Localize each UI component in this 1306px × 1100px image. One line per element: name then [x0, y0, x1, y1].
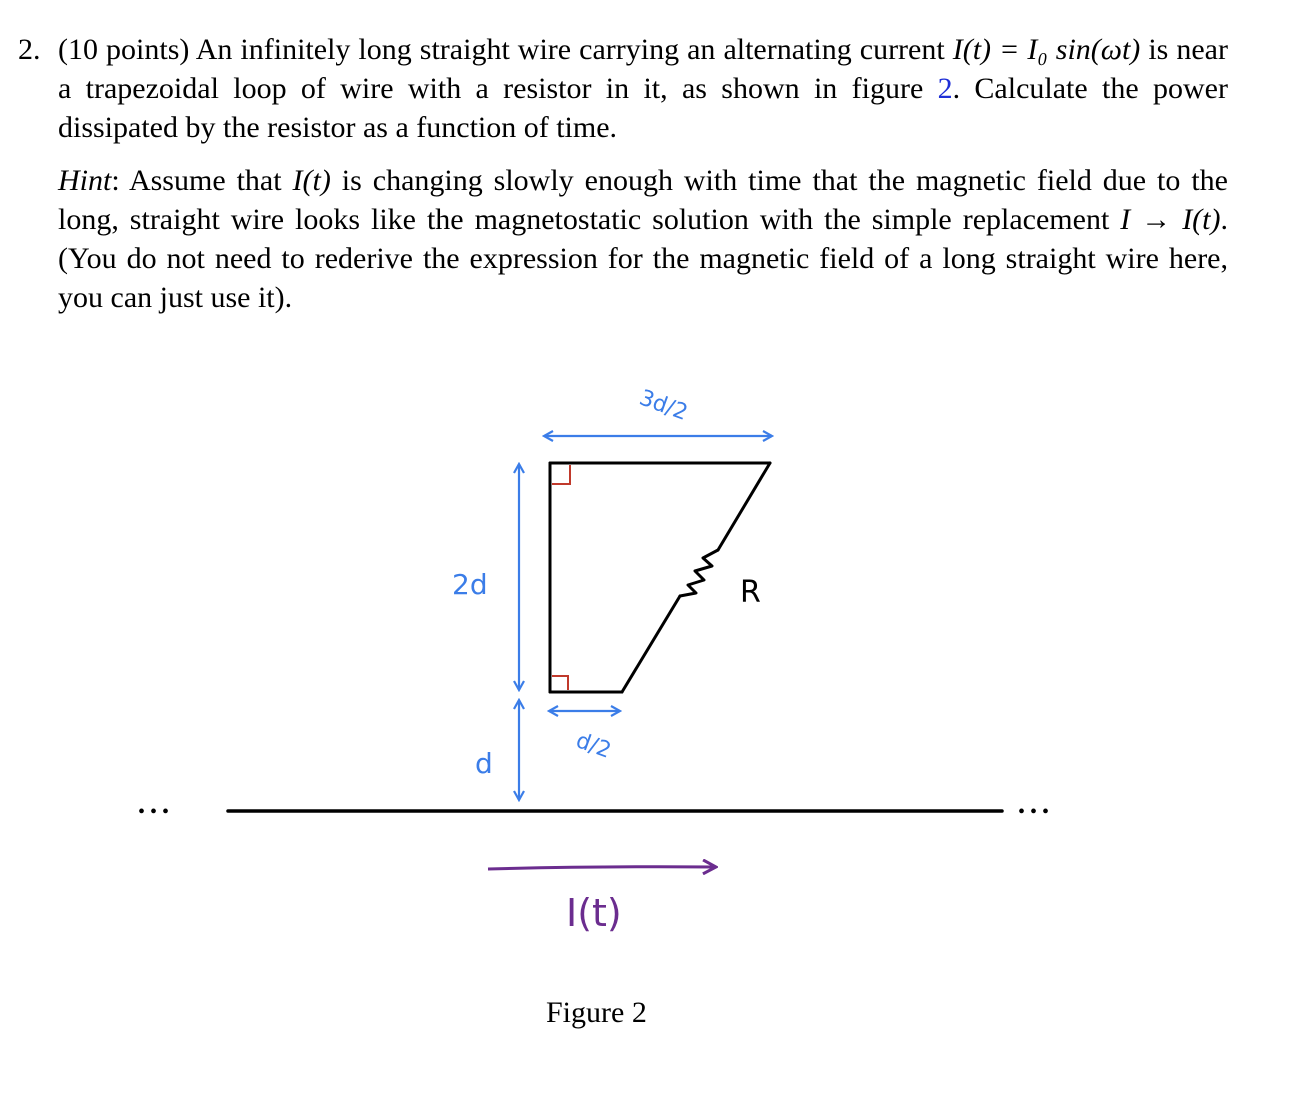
- hint-label: Hint: [58, 164, 112, 197]
- resistor-label: R: [740, 575, 761, 610]
- statement-text-c: . Calculate the power dissipated by the resistor as a function of time.: [58, 72, 1228, 144]
- loop-slanted-edge-upper: [718, 463, 770, 550]
- loop-wire: [550, 463, 770, 692]
- current-direction-arrow: [488, 867, 716, 869]
- right-angle-mark-top: [552, 465, 570, 484]
- problem-number: 2.: [18, 33, 41, 66]
- ellipsis-left: • • •: [138, 801, 170, 823]
- gap-label: d: [475, 747, 493, 780]
- figure-reference-link[interactable]: 2: [937, 72, 953, 105]
- hint-text-c: . (You do not need to rederive the expression for the magnetic field of a long straight wire here, you can just use it).: [58, 203, 1229, 314]
- statement-text-b: is near a trapezoidal loop of wire with a resistor in it, as shown in figure: [58, 33, 1228, 105]
- ellipsis-right: • • •: [1018, 801, 1050, 823]
- hint-expression-replacement: I → I(t): [1120, 203, 1221, 236]
- bottom-width-label: d/2: [572, 728, 615, 764]
- resistor-zigzag: [680, 550, 718, 596]
- hint-expression-current: I(t): [292, 164, 331, 197]
- hint-text-b: is changing slowly enough with time that the magnetic field due to the long, straight wire looks like the magnetostatic solution with the simple replacement: [58, 164, 1228, 236]
- statement-text-a: (10 points) An infinitely long straight wire carrying an alternating current: [58, 33, 953, 66]
- dimension-arrows: [519, 436, 772, 800]
- top-width-label: 3d/2: [635, 385, 691, 426]
- right-angle-marks: [552, 465, 570, 690]
- current-label: I(t): [566, 891, 622, 935]
- height-label: 2d: [452, 568, 488, 601]
- loop-slanted-edge-lower: [622, 596, 680, 692]
- right-angle-mark-bottom: [552, 676, 568, 690]
- figure-caption: Figure 2: [546, 996, 647, 1029]
- hint-text-a: : Assume that: [111, 164, 293, 197]
- current-function: I(t) = I₀ sin(ωt): [952, 33, 1141, 66]
